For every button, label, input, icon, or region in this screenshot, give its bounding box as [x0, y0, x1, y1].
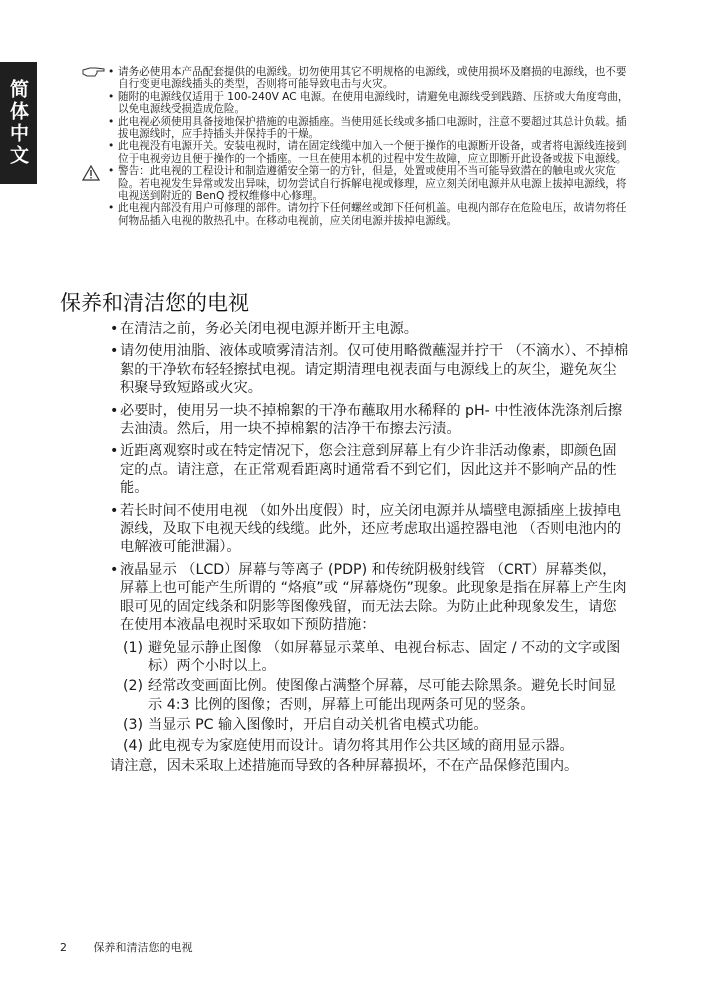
note-text: 此电视没有电源开关。安装电视时，请在固定线缆中加入一个便于操作的电源断开设备，或者将电源线连接到位于电视旁边且便于操作的一个插座。一旦在使用本机的过程中发生故障，应立即断开此设备或拔下电源线。 — [118, 140, 627, 165]
note-bullet: • — [108, 140, 115, 153]
numbered-item — [110, 716, 630, 734]
cleaning-instructions — [110, 320, 630, 775]
page-number: 2 — [60, 941, 67, 954]
footer-title: 保养和清洁您的电视 — [93, 941, 193, 954]
item-number: (1) — [123, 639, 144, 656]
item-number: (2) — [123, 678, 144, 695]
numbered-item — [110, 677, 630, 714]
note-bullet: • — [108, 66, 115, 78]
note-text: 此电视必须使用具备接地保护措施的电源插座。当使用延长线或多插口电源时，注意不要超过其总计负载。插拔电源线时，应手持插头并保持手的干燥。 — [118, 115, 627, 141]
note-bullet: • — [108, 202, 115, 215]
page-footer — [60, 939, 193, 955]
item-text: 必要时，使用另一块不掉棉絮的干净布蘸取用水稀释的 pH- 中性液体洗涤剂后擦去油渍。然后，用一块不掉棉絮的洁净干布擦去污渍。 — [120, 402, 623, 438]
item-number: (3) — [123, 717, 144, 734]
note-text: 此电视内部没有用户可修理的部件。请勿拧下任何螺丝或卸下任何机盖。电视内部存在危险电压，故请勿将任何物品插入电视的散热孔中。在移动电视前，应关闭电源并拔掉电源线。 — [118, 202, 627, 227]
item-text: 请勿使用油脂、液体或喷雾清洁剂。仅可使用略微蘸湿并拧干 （不滴水）、不掉棉絮的干净软布轻轻擦拭电视。请定期清理电视表面与电源线上的灰尘，避免灰尘积聚导致短路或火灾。 — [120, 343, 629, 397]
list-item — [110, 320, 630, 338]
item-text: 若长时间不使用电视 （如外出度假）时，应关闭电源并从墙壁电源插座上拔掉电源线，及取下电视天线的线缆。此外，还应考虑取出遥控器电池 （否则电池内的电解液可能泄漏）。 — [120, 502, 622, 556]
language-tab — [0, 62, 37, 184]
bullet: • — [110, 502, 119, 519]
numbered-item — [110, 639, 630, 676]
item-text: 经常改变画面比例。使图像占满整个屏幕，尽可能去除黑条。避免长时间显示 4:3 比例的图像；否则，屏幕上可能出现两条可见的竖条。 — [148, 678, 617, 713]
note-item — [82, 116, 630, 141]
note-item — [82, 91, 630, 116]
section-title: 保养和清洁您的电视 — [60, 291, 249, 315]
list-item — [110, 561, 630, 635]
item-text: 当显示 PC 输入图像时，开启自动关机省电模式功能。 — [148, 717, 488, 734]
warning-icon — [82, 165, 100, 184]
bullet: • — [110, 402, 119, 419]
list-item — [110, 442, 630, 497]
bullet: • — [110, 561, 119, 578]
item-text: 液晶显示 （LCD）屏幕与等离子 (PDP) 和传统阴极射线管 （CRT）屏幕类似，屏幕上也可能产生所谓的 “烙痕”或 “屏幕烧伤”现象。此现象是指在屏幕上产生肉眼可见的固定线条和阴影等图像残留，而无法去除。为防止此种现象发生，请您在使用本液晶电视时采取如下预防措施： — [120, 561, 627, 634]
bullet: • — [110, 343, 119, 360]
item-text: 在清洁之前，务必关闭电视电源并断开主电源。 — [120, 321, 418, 337]
note-bullet: • — [108, 115, 115, 128]
note-bullet: • — [108, 165, 115, 178]
list-item — [110, 342, 630, 397]
bullet: • — [110, 321, 119, 337]
note-text: 请务必使用本产品配套提供的电源线。切勿使用其它不明规格的电源线，或使用损坏及磨损的电源线，也不要自行变更电源线插头的类型，否则将可能导致电击与火灾。 — [118, 66, 627, 91]
note-item — [82, 202, 630, 227]
safety-notes — [82, 66, 630, 227]
list-item — [110, 402, 630, 439]
note-item — [82, 165, 630, 202]
item-text: 此电视专为家庭使用而设计。请勿将其用作公共区域的商用显示器。 — [148, 737, 574, 754]
bullet: • — [110, 443, 119, 460]
note-text: 随附的电源线仅适用于 100-240V AC 电源。在使用电源线时，请避免电源线受到践踏、压挤或大角度弯曲，以免电源线受损造成危险。 — [118, 90, 629, 116]
numbered-item — [110, 737, 630, 755]
item-number: (4) — [123, 737, 144, 754]
language-tab-label: 简体中文 — [7, 79, 29, 167]
note-item — [82, 140, 630, 165]
note-item — [82, 66, 630, 91]
item-text: 近距离观察时或在特定情况下，您会注意到屏幕上有少许非活动像素，即颜色固定的点。请注意，在正常观看距离时通常看不到它们，因此这并不影响产品的性能。 — [120, 443, 617, 497]
list-item — [110, 502, 630, 557]
item-text: 避免显示静止图像 （如屏幕显示菜单、电视台标志、固定 / 不动的文字或图标）两个小时以上。 — [148, 639, 621, 674]
note-text: 警告：此电视的工程设计和制造遵循安全第一的方针，但是，处置或使用不当可能导致潜在的触电或火灾危险。若电视发生异常或发出异味，切勿尝试自行拆解电视或修理，应立刻关闭电源并从电源上拔掉电源线，将电视送到附近的 BenQ 授权维修中心修理。 — [118, 165, 627, 203]
note-bullet: • — [108, 90, 115, 103]
pointing-hand-icon — [82, 66, 106, 81]
closing-note: 请注意，因未采取上述措施而导致的各种屏幕损坏，不在产品保修范围内。 — [110, 757, 579, 774]
